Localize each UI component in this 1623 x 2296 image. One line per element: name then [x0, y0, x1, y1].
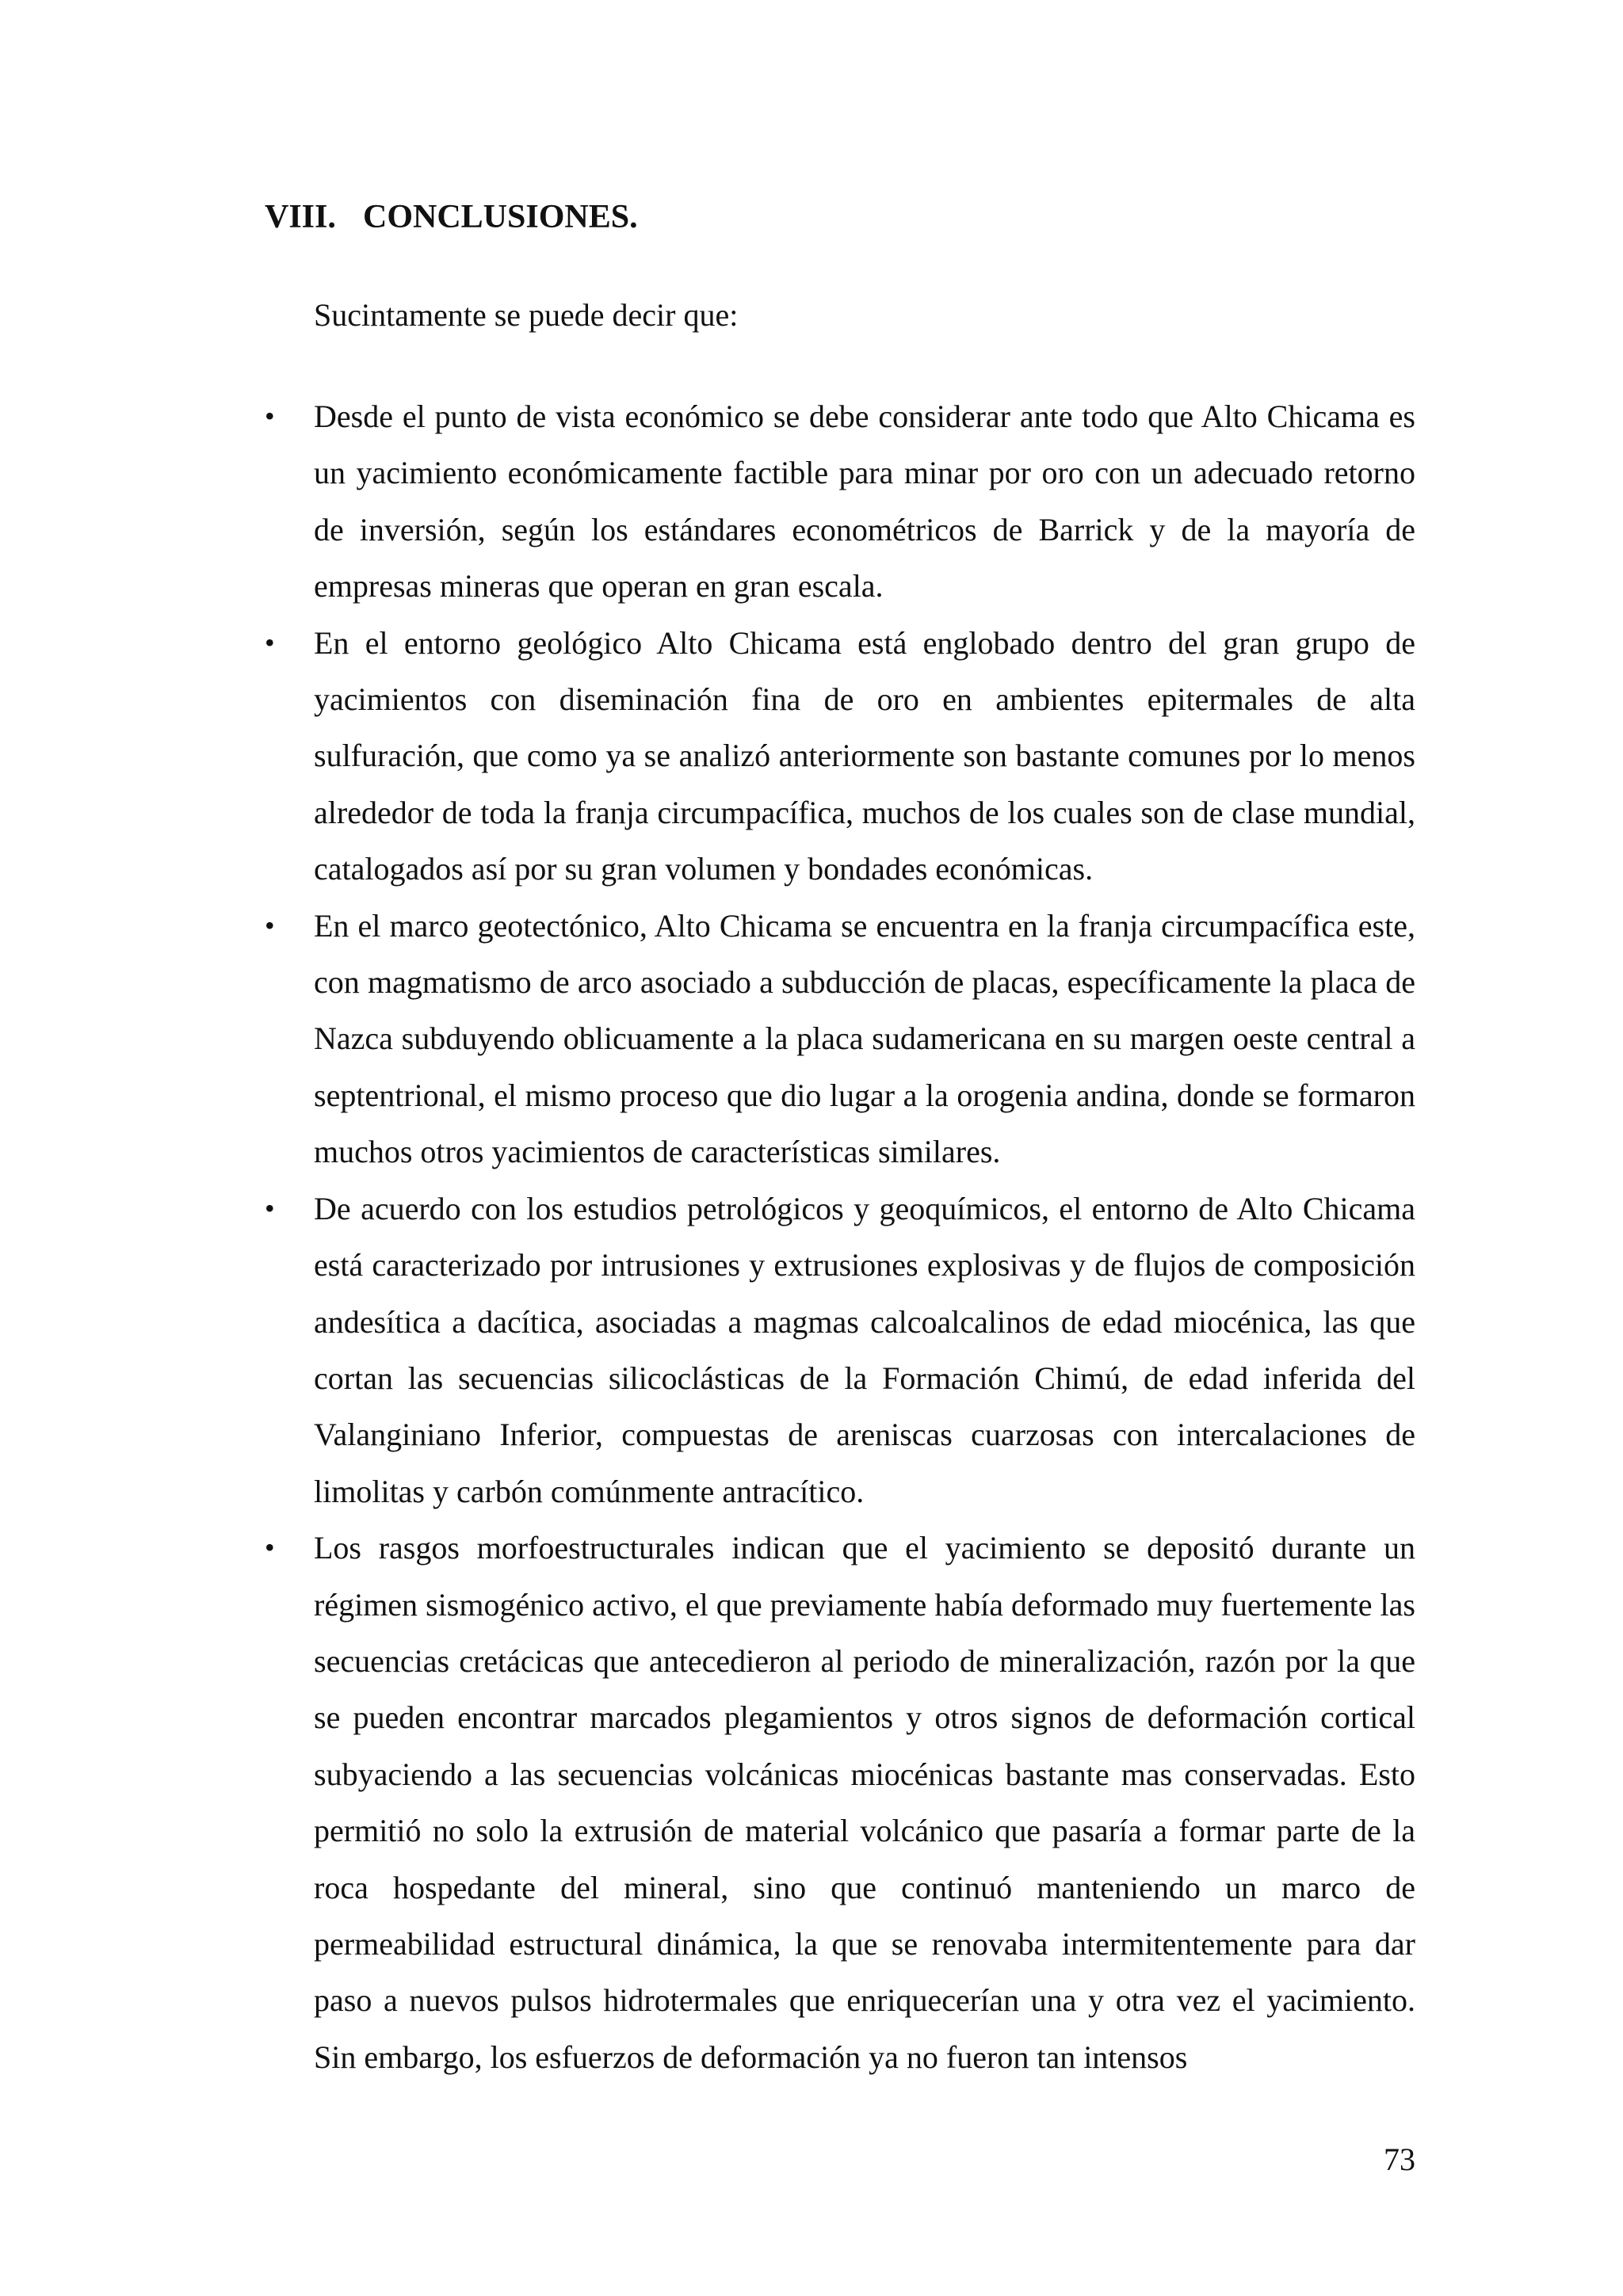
list-item-text: Desde el punto de vista económico se debe considerar ante todo que Alto Chicama es un yacimiento económicamente factible para minar por oro con un adecuado retorno de inversión, según los estándares econométricos de Barrick y de la mayoría de empresas mineras que operan en gran escala. [314, 399, 1415, 605]
list-item [265, 898, 1415, 1180]
list-item [265, 615, 1415, 898]
section-number: VIII. [265, 199, 336, 235]
conclusions-list [265, 388, 1415, 2085]
list-item [265, 1520, 1415, 2085]
section-heading [265, 196, 638, 238]
list-item-text: En el entorno geológico Alto Chicama está englobado dentro del gran grupo de yacimientos con diseminación fina de oro en ambientes epitermales de alta sulfuración, que como ya se analizó anteriormente son bastante comunes por lo menos alrededor de toda la franja circumpacífica, muchos de los cuales son de clase mundial, catalogados así por su gran volumen y bondades económicas. [314, 624, 1415, 887]
list-item-text: Los rasgos morfoestructurales indican que el yacimiento se depositó durante un régimen sismogénico activo, el que previamente había deformado muy fuertemente las secuencias cretácicas que antecedieron al periodo de mineralización, razón por la que se pueden encontrar marcados plegamientos y otros signos de deformación cortical subyaciendo a las secuencias volcánicas miocénicas bastante mas conservadas. Esto permitió no solo la extrusión de material volcánico que pasaría a formar parte de la roca hospedante del mineral, sino que continuó manteniendo un marco de permeabilidad estructural dinámica, la que se renovaba intermitentemente para dar paso a nuevos pulsos hidrotermales que enriquecerían una y otra vez el yacimiento. Sin embargo, los esfuerzos de deformación ya no fueron tan intensos [314, 1530, 1415, 2075]
bullet-icon: • [265, 1192, 275, 1224]
list-item [265, 1180, 1415, 1520]
bullet-icon: • [265, 400, 275, 432]
section-title: CONCLUSIONES. [363, 199, 638, 235]
bullet-icon: • [265, 909, 275, 941]
list-item [265, 388, 1415, 615]
page-number: 73 [1384, 2142, 1415, 2177]
intro-paragraph: Sucintamente se puede decir que: [314, 297, 739, 333]
list-item-text: De acuerdo con los estudios petrológicos y geoquímicos, el entorno de Alto Chicama está caracterizado por intrusiones y extrusiones explosivas y de flujos de composición andesítica a dacítica, asociadas a magmas calcoalcalinos de edad miocénica, las que cortan las secuencias silicoclásticas de la Formación Chimú, de edad inferida del Valanginiano Inferior, compuestas de areniscas cuarzosas con intercalaciones de limolitas y carbón comúnmente antracítico. [314, 1190, 1415, 1509]
bullet-icon: • [265, 1531, 275, 1564]
bullet-icon: • [265, 626, 275, 658]
list-item-text: En el marco geotectónico, Alto Chicama se encuentra en la franja circumpacífica este, con magmatismo de arco asociado a subducción de placas, específicamente la placa de Nazca subduyendo oblicuamente a la placa sudamericana en su margen oeste central a septentrional, el mismo proceso que dio lugar a la orogenia andina, donde se formaron muchos otros yacimientos de características similares. [314, 907, 1415, 1170]
